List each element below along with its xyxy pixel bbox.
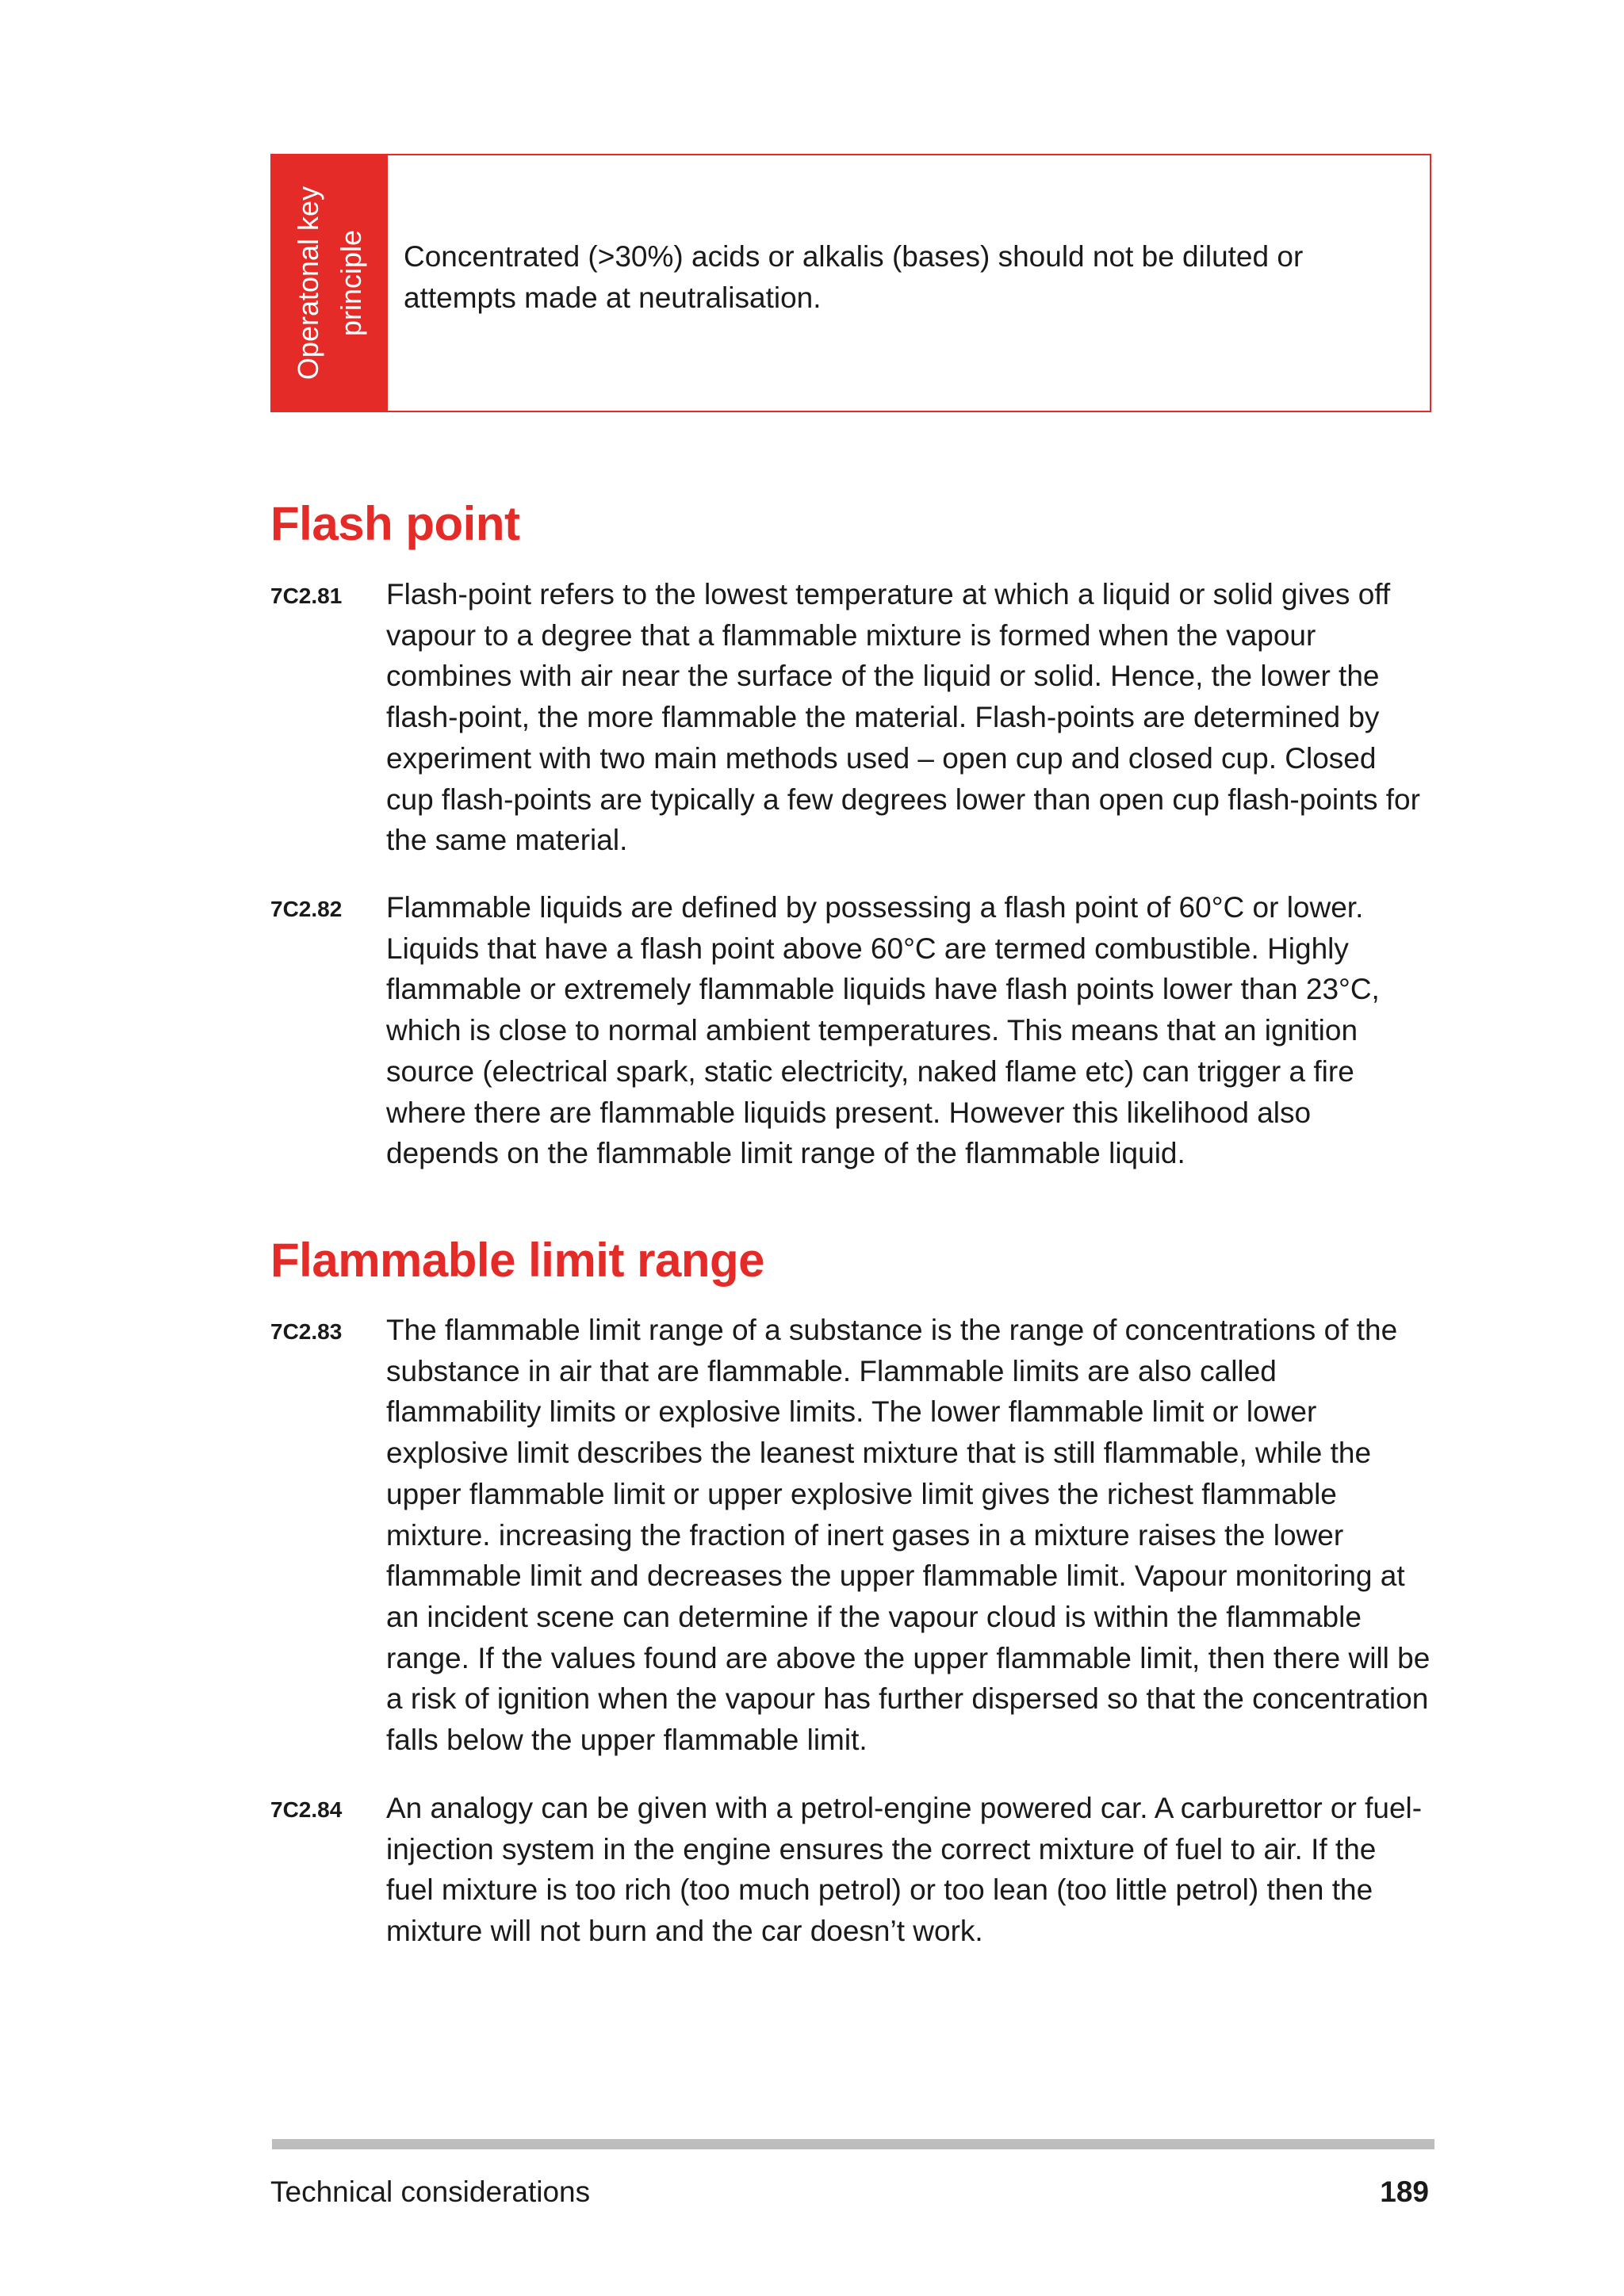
paragraph-number: 7C2.82 [270, 897, 343, 921]
callout-label-tab [272, 155, 388, 411]
paragraph-7c2-82 [270, 887, 1431, 1174]
paragraph-7c2-84 [270, 1788, 1431, 1952]
callout-label [287, 156, 373, 410]
paragraph-7c2-83 [270, 1310, 1431, 1761]
paragraph-number: 7C2.84 [270, 1797, 343, 1822]
footer-section-title: Technical considerations [270, 2175, 591, 2208]
section-heading-flash-point: Flash point [270, 497, 520, 550]
paragraph-number: 7C2.81 [270, 584, 343, 608]
callout-label-line-2: principle [335, 229, 367, 337]
paragraph-7c2-81 [270, 574, 1431, 861]
callout-label-line-1: Operatonal key [292, 186, 324, 381]
section-heading-flammable-limit-range: Flammable limit range [270, 1234, 765, 1287]
paragraph-number: 7C2.83 [270, 1319, 343, 1344]
footer-rule [272, 2139, 1434, 2149]
paragraph-text: Flammable liquids are defined by possessing a flash point of 60°C or lower. Liquids that have a flash point above 60°C are termed combustible. Highly flammable or extremely flammable liquids have flash points lower than 23°C, which is close to normal ambient temperatures. This means that an ignition source (electrical spark, static electricity, naked flame etc) can trigger a fire where there are flammable liquids present. However this likelihood also depends on the flammable limit range of the flammable liquid. [386, 891, 1380, 1170]
paragraph-text: Flash-point refers to the lowest temperature at which a liquid or solid gives off vapour to a degree that a flammable mixture is formed when the vapour combines with air near the surface of the liquid or solid. Hence, the lower the flash-point, the more flammable the material. Flash-points are determined by experiment with two main methods used – open cup and closed cup. Closed cup flash-points are typically a few degrees lower than open cup flash-points for the same material. [386, 578, 1420, 857]
callout-text: Concentrated (>30%) acids or alkalis (bases) should not be diluted or attempts made at neutralisation. [404, 240, 1304, 314]
page-number: 189 [1380, 2175, 1429, 2208]
key-principle-callout [270, 154, 1431, 412]
paragraph-text: The flammable limit range of a substance is the range of concentrations of the substance in air that are flammable. Flammable limits are also called flammability limits or explosive limits. The lower flammable limit or lower explosive limit describes the leanest mixture that is still flammable, while the upper flammable limit or upper explosive limit gives the richest flammable mixture. increasing the fraction of inert gases in a mixture raises the lower flammable limit and decreases the upper flammable limit. Vapour monitoring at an incident scene can determine if the vapour cloud is within the flammable range. If the values found are above the upper flammable limit, then there will be a risk of ignition when the vapour has further dispersed so that the concentration falls below the upper flammable limit. [386, 1314, 1431, 1757]
paragraph-text: An analogy can be given with a petrol-engine powered car. A carburettor or fuel-injection system in the engine ensures the correct mixture of fuel to air. If the fuel mixture is too rich (too much petrol) or too lean (too little petrol) then the mixture will not burn and the car doesn’t work. [386, 1792, 1423, 1948]
